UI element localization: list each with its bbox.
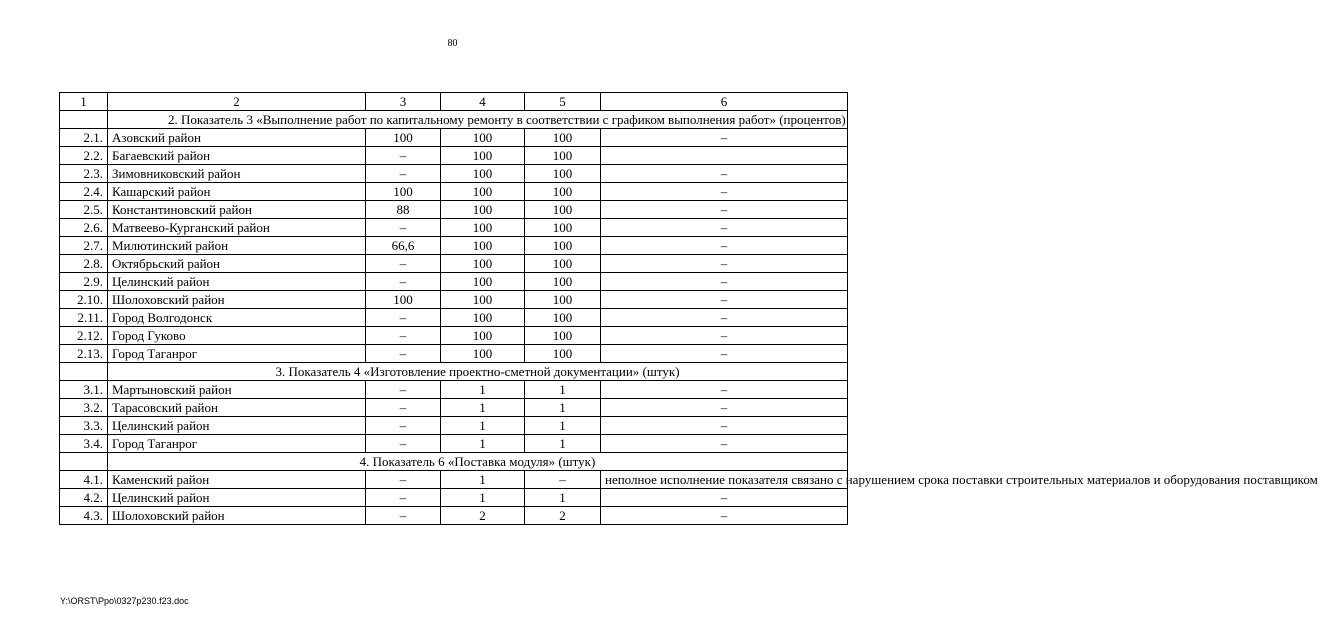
section-row bbox=[60, 453, 848, 471]
value-col-4: 100 bbox=[441, 237, 525, 255]
row-number: 2.5. bbox=[60, 201, 108, 219]
value-col-4: 1 bbox=[441, 435, 525, 453]
value-col-4: 1 bbox=[441, 381, 525, 399]
value-col-5: 100 bbox=[525, 237, 601, 255]
note-col-6: – bbox=[601, 435, 848, 453]
value-col-4: 100 bbox=[441, 201, 525, 219]
district-name: Город Таганрог bbox=[108, 345, 366, 363]
table-row bbox=[60, 381, 848, 399]
value-col-3: – bbox=[366, 219, 441, 237]
note-col-6: – bbox=[601, 507, 848, 525]
row-number: 2.4. bbox=[60, 183, 108, 201]
district-name: Тарасовский район bbox=[108, 399, 366, 417]
value-col-3: – bbox=[366, 489, 441, 507]
note-col-6: – bbox=[601, 399, 848, 417]
district-name: Багаевский район bbox=[108, 147, 366, 165]
indicators-table bbox=[59, 92, 1318, 525]
row-number: 2.1. bbox=[60, 129, 108, 147]
value-col-4: 1 bbox=[441, 417, 525, 435]
value-col-4: 1 bbox=[441, 471, 525, 489]
value-col-3: 66,6 bbox=[366, 237, 441, 255]
value-col-4: 100 bbox=[441, 129, 525, 147]
row-number: 2.7. bbox=[60, 237, 108, 255]
value-col-5: 1 bbox=[525, 381, 601, 399]
value-col-3: – bbox=[366, 345, 441, 363]
value-col-3: – bbox=[366, 309, 441, 327]
section-empty-cell bbox=[60, 111, 108, 129]
row-number: 2.12. bbox=[60, 327, 108, 345]
value-col-5: 1 bbox=[525, 417, 601, 435]
table-row bbox=[60, 147, 848, 165]
district-name: Азовский район bbox=[108, 129, 366, 147]
table-row bbox=[60, 273, 848, 291]
value-col-3: 100 bbox=[366, 291, 441, 309]
value-col-4: 100 bbox=[441, 327, 525, 345]
value-col-3: – bbox=[366, 435, 441, 453]
note-col-6: – bbox=[601, 255, 848, 273]
table-row bbox=[60, 291, 848, 309]
district-name: Мартыновский район bbox=[108, 381, 366, 399]
column-header-3: 3 bbox=[366, 93, 441, 111]
row-number: 2.11. bbox=[60, 309, 108, 327]
value-col-3: – bbox=[366, 399, 441, 417]
table-row bbox=[60, 435, 848, 453]
value-col-5: 100 bbox=[525, 309, 601, 327]
value-col-4: 100 bbox=[441, 273, 525, 291]
value-col-3: – bbox=[366, 381, 441, 399]
row-number: 2.3. bbox=[60, 165, 108, 183]
value-col-4: 1 bbox=[441, 489, 525, 507]
value-col-3: – bbox=[366, 507, 441, 525]
row-number: 4.2. bbox=[60, 489, 108, 507]
table-row bbox=[60, 507, 848, 525]
district-name: Целинский район bbox=[108, 273, 366, 291]
column-header-6: 6 bbox=[601, 93, 848, 111]
value-col-5: 100 bbox=[525, 345, 601, 363]
value-col-5: 100 bbox=[525, 219, 601, 237]
note-col-6: – bbox=[601, 183, 848, 201]
row-number: 4.1. bbox=[60, 471, 108, 489]
file-path-footer: Y:\ORST\Ppo\0327p230.f23.doc bbox=[60, 596, 189, 606]
district-name: Шолоховский район bbox=[108, 507, 366, 525]
district-name: Каменский район bbox=[108, 471, 366, 489]
note-col-6: – bbox=[601, 165, 848, 183]
table-row bbox=[60, 399, 848, 417]
value-col-5: 1 bbox=[525, 399, 601, 417]
note-col-6: – bbox=[601, 291, 848, 309]
row-number: 2.9. bbox=[60, 273, 108, 291]
value-col-3: – bbox=[366, 273, 441, 291]
table-row bbox=[60, 471, 848, 489]
value-col-5: 100 bbox=[525, 165, 601, 183]
section-row bbox=[60, 111, 848, 129]
value-col-5: 100 bbox=[525, 273, 601, 291]
row-number: 2.13. bbox=[60, 345, 108, 363]
table-row bbox=[60, 489, 848, 507]
table-row bbox=[60, 309, 848, 327]
district-name: Октябрьский район bbox=[108, 255, 366, 273]
value-col-4: 100 bbox=[441, 345, 525, 363]
note-col-6: – bbox=[601, 129, 848, 147]
note-col-6 bbox=[601, 147, 848, 165]
district-name: Город Волгодонск bbox=[108, 309, 366, 327]
header-row bbox=[60, 93, 848, 111]
section-title: 4. Показатель 6 «Поставка модуля» (штук) bbox=[108, 453, 848, 471]
value-col-5: 100 bbox=[525, 255, 601, 273]
table-row bbox=[60, 345, 848, 363]
note-col-6: – bbox=[601, 327, 848, 345]
row-number: 2.6. bbox=[60, 219, 108, 237]
table-row bbox=[60, 417, 848, 435]
value-col-5: 100 bbox=[525, 201, 601, 219]
section-empty-cell bbox=[60, 453, 108, 471]
value-col-3: 100 bbox=[366, 183, 441, 201]
value-col-5: 1 bbox=[525, 489, 601, 507]
value-col-5: 100 bbox=[525, 129, 601, 147]
note-col-6: – bbox=[601, 237, 848, 255]
value-col-4: 100 bbox=[441, 183, 525, 201]
district-name: Зимовниковский район bbox=[108, 165, 366, 183]
table-row bbox=[60, 183, 848, 201]
value-col-4: 100 bbox=[441, 255, 525, 273]
row-number: 2.10. bbox=[60, 291, 108, 309]
note-col-6: – bbox=[601, 381, 848, 399]
page-number: 80 bbox=[447, 38, 458, 49]
section-empty-cell bbox=[60, 363, 108, 381]
district-name: Кашарский район bbox=[108, 183, 366, 201]
note-col-6: неполное исполнение показателя связано с нарушением срока поставки строительных материалов и оборудования поставщиком bbox=[601, 471, 848, 489]
note-col-6: – bbox=[601, 489, 848, 507]
note-col-6: – bbox=[601, 417, 848, 435]
value-col-3: 88 bbox=[366, 201, 441, 219]
table-row bbox=[60, 165, 848, 183]
value-col-5: 100 bbox=[525, 327, 601, 345]
value-col-3: – bbox=[366, 147, 441, 165]
column-header-1: 1 bbox=[60, 93, 108, 111]
value-col-4: 1 bbox=[441, 399, 525, 417]
value-col-4: 100 bbox=[441, 165, 525, 183]
column-header-5: 5 bbox=[525, 93, 601, 111]
value-col-5: 100 bbox=[525, 183, 601, 201]
row-number: 3.2. bbox=[60, 399, 108, 417]
section-row bbox=[60, 363, 848, 381]
table-row bbox=[60, 201, 848, 219]
value-col-3: – bbox=[366, 255, 441, 273]
value-col-5: – bbox=[525, 471, 601, 489]
value-col-4: 100 bbox=[441, 219, 525, 237]
district-name: Город Гуково bbox=[108, 327, 366, 345]
note-col-6: – bbox=[601, 273, 848, 291]
district-name: Матвеево-Курганский район bbox=[108, 219, 366, 237]
value-col-4: 2 bbox=[441, 507, 525, 525]
value-col-4: 100 bbox=[441, 291, 525, 309]
column-header-4: 4 bbox=[441, 93, 525, 111]
district-name: Целинский район bbox=[108, 417, 366, 435]
value-col-3: 100 bbox=[366, 129, 441, 147]
value-col-3: – bbox=[366, 165, 441, 183]
row-number: 3.3. bbox=[60, 417, 108, 435]
note-col-6: – bbox=[601, 219, 848, 237]
district-name: Шолоховский район bbox=[108, 291, 366, 309]
row-number: 2.8. bbox=[60, 255, 108, 273]
value-col-3: – bbox=[366, 471, 441, 489]
table-row bbox=[60, 255, 848, 273]
district-name: Константиновский район bbox=[108, 201, 366, 219]
row-number: 3.1. bbox=[60, 381, 108, 399]
note-col-6: – bbox=[601, 201, 848, 219]
section-title: 2. Показатель 3 «Выполнение работ по капитальному ремонту в соответствии с графиком выполнения работ» (процентов) bbox=[108, 111, 848, 129]
table-row bbox=[60, 327, 848, 345]
value-col-5: 100 bbox=[525, 147, 601, 165]
row-number: 3.4. bbox=[60, 435, 108, 453]
row-number: 2.2. bbox=[60, 147, 108, 165]
section-title: 3. Показатель 4 «Изготовление проектно-сметной документации» (штук) bbox=[108, 363, 848, 381]
district-name: Город Таганрог bbox=[108, 435, 366, 453]
value-col-3: – bbox=[366, 417, 441, 435]
value-col-3: – bbox=[366, 327, 441, 345]
table-row bbox=[60, 237, 848, 255]
district-name: Целинский район bbox=[108, 489, 366, 507]
row-number: 4.3. bbox=[60, 507, 108, 525]
column-header-2: 2 bbox=[108, 93, 366, 111]
value-col-4: 100 bbox=[441, 309, 525, 327]
district-name: Милютинский район bbox=[108, 237, 366, 255]
note-col-6: – bbox=[601, 309, 848, 327]
value-col-5: 1 bbox=[525, 435, 601, 453]
table-row bbox=[60, 219, 848, 237]
value-col-4: 100 bbox=[441, 147, 525, 165]
value-col-5: 100 bbox=[525, 291, 601, 309]
value-col-5: 2 bbox=[525, 507, 601, 525]
note-col-6: – bbox=[601, 345, 848, 363]
table-row bbox=[60, 129, 848, 147]
